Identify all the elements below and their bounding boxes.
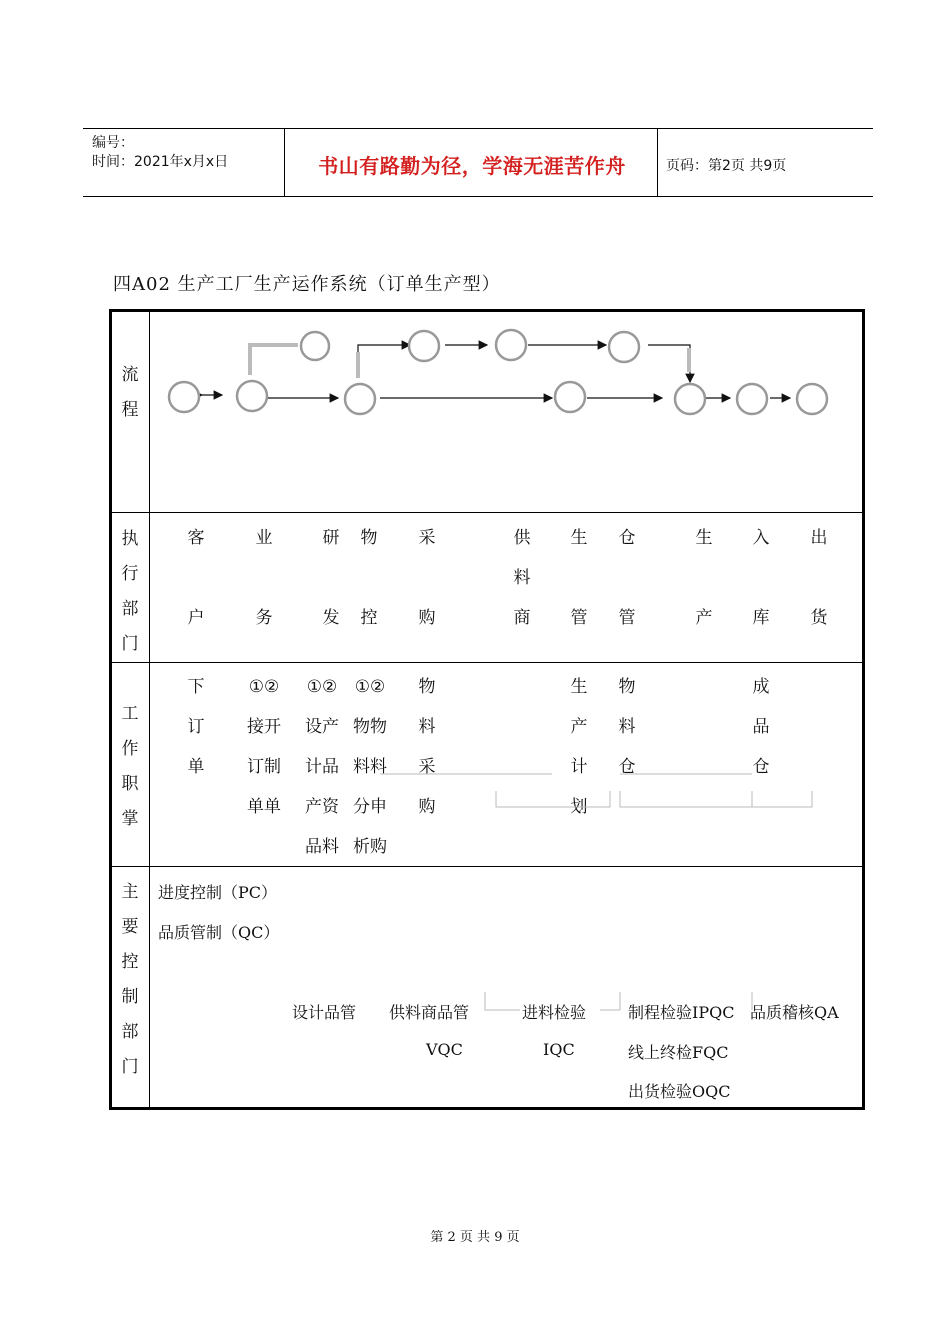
flow-node-rd [345,384,375,414]
flow-node-customer [169,382,199,412]
duty-line: 订 [187,717,205,737]
department-purchasing [415,518,439,638]
duty-line: 品料 [305,837,339,857]
page-footer: 第 2 页 共 9 页 [430,1230,520,1245]
header-top-rule [83,128,873,129]
duty-line: 划 [570,797,588,817]
duty-line: 产 [570,717,588,737]
vendor-qc: 供料商品管 [389,1003,470,1022]
department-customer [184,518,208,638]
dept-char: 仓 [618,528,636,548]
department-supplier [510,518,534,638]
department-sales [252,518,276,638]
flow-node-shipping [797,384,827,414]
dept-char: 出 [810,528,828,548]
quality-audit: 品质稽核QA [750,1003,839,1022]
duty-line: 料 [618,717,636,737]
duty-line: 品 [752,717,770,737]
dept-char: 务 [255,608,273,628]
flow-node-sales [237,381,267,411]
dept-char: 客 [187,528,205,548]
department-production [692,518,716,638]
dept-char: 业 [255,528,273,548]
row-label-departments [121,522,139,662]
duty-line: 分申 [353,797,387,817]
department-material-control [357,518,381,638]
number-label: 编号： [92,135,134,151]
dept-char: 供 [513,528,531,548]
flow-node-purchasing [496,330,526,360]
duty-line: 料料 [353,757,387,777]
row-label-text: 流程 [121,365,139,420]
dept-char: 货 [810,608,828,628]
document-title: 四A02 生产工厂生产运作系统（订单生产型） [113,274,501,295]
duty-bracket-lines [380,765,820,815]
duty-line: 物 [618,677,636,697]
duty-line: 计 [570,757,588,777]
progress-control: 进度控制（PC） [158,883,278,902]
duty-customer [184,667,208,787]
control-bracket-lines [480,990,780,1020]
row-label-text: 工作职掌 [121,704,139,829]
duty-line: 购 [418,797,436,817]
design-qc: 设计品管 [292,1003,357,1022]
flow-node-supplier [555,382,585,412]
dept-char: 库 [752,608,770,628]
row-label-text: 执行部门 [121,529,139,654]
header-bottom-rule [83,196,873,197]
duty-line: 物物 [353,717,387,737]
row-label-duties [121,697,139,837]
duty-line: 单 [187,757,205,777]
duty-line: 生 [570,677,588,697]
dept-char: 购 [418,608,436,628]
duty-line: ①② [306,677,338,697]
department-production-control [567,518,591,638]
department-rd [319,518,343,638]
duty-sales [244,667,284,827]
duty-line: 仓 [752,757,770,777]
duty-line: 单单 [247,797,281,817]
row-divider [111,662,863,663]
duty-line: 采 [418,757,436,777]
duty-line: 析购 [353,837,387,857]
quality-control: 品质管制（QC） [158,923,280,942]
dept-char: 研 [322,528,340,548]
duty-line: 物 [418,677,436,697]
dept-char: 料 [513,568,531,588]
duty-line: 接开 [247,717,281,737]
header-motto: 书山有路勤为径，学海无涯苦作舟 [318,154,626,178]
duty-line: 订制 [247,757,281,777]
process-inspection: 制程检验IPQC [628,1003,735,1022]
flow-node-material-control [409,331,439,361]
dept-char: 管 [618,608,636,628]
header-divider [284,128,285,197]
flow-node-storage [737,384,767,414]
row-divider [111,512,863,513]
outgoing-inspection: 出货检验OQC [628,1082,731,1101]
flow-nodes [169,330,827,414]
iqc-label: IQC [543,1040,575,1059]
vqc-label: VQC [426,1040,463,1059]
duty-line: ①② [248,677,280,697]
incoming-inspection: 进料检验 [522,1003,587,1022]
flow-diagram [150,312,862,511]
dept-char: 生 [570,528,588,548]
flow-node-production [675,384,705,414]
flow-node [301,332,329,360]
row-divider [111,866,863,867]
header-page-label: 页码：第2页 共9页 [666,158,787,174]
dept-char: 产 [695,608,713,628]
dept-char: 物 [360,528,378,548]
department-warehouse [615,518,639,638]
duty-line: 下 [187,677,205,697]
dept-char: 生 [695,528,713,548]
dept-char: 控 [360,608,378,628]
duty-line: 料 [418,717,436,737]
duty-line: ①② [354,677,386,697]
final-inspection: 线上终检FQC [628,1043,729,1062]
row-label-text: 主要控制部门 [121,882,139,1077]
dept-char: 户 [187,608,205,628]
row-label-control [121,875,139,1085]
header-info [92,134,228,172]
flow-node-warehouse [609,332,639,362]
duty-line: 成 [752,677,770,697]
date-label: 时间：2021年x月x日 [92,154,229,170]
dept-char: 采 [418,528,436,548]
row-label-flow [121,358,139,428]
department-shipping [807,518,831,638]
dept-char: 入 [752,528,770,548]
duty-line: 仓 [618,757,636,777]
duty-line: 计品 [305,757,339,777]
dept-char: 商 [513,608,531,628]
duty-line: 设产 [305,717,339,737]
duty-rd [302,667,342,867]
dept-char: 发 [322,608,340,628]
dept-char: 管 [570,608,588,628]
department-storage [749,518,773,638]
duty-line: 产资 [305,797,339,817]
